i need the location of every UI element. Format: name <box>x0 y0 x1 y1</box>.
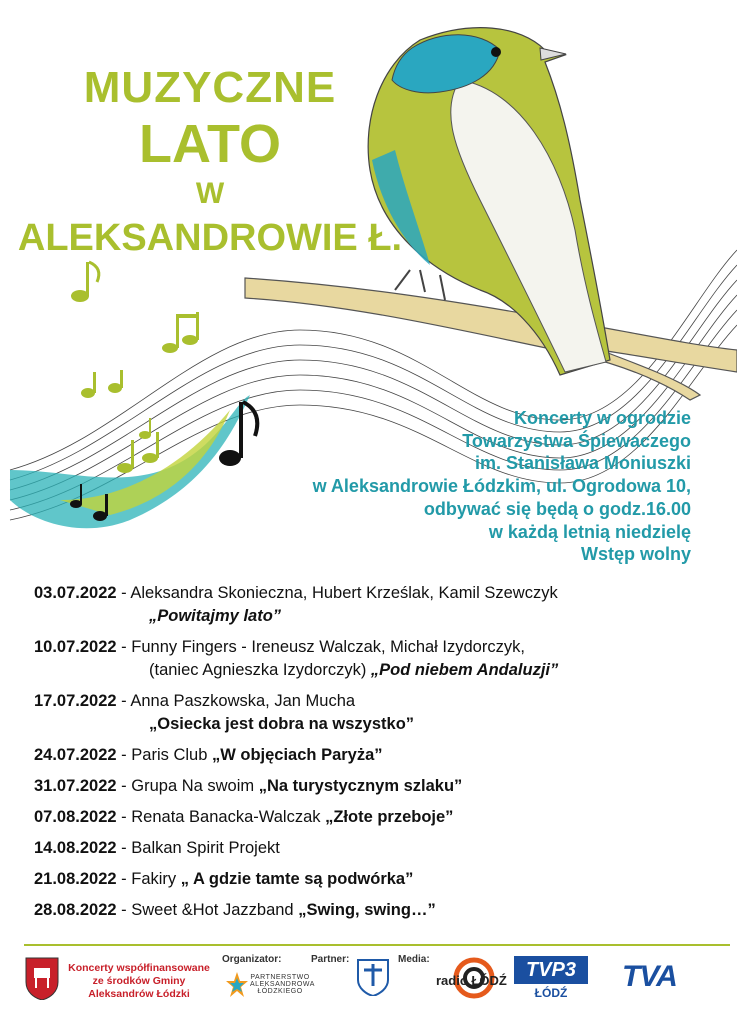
schedule-separator: - <box>116 808 132 826</box>
schedule-separator: - <box>116 777 132 795</box>
schedule-title: „Złote przeboje” <box>325 808 454 826</box>
schedule-item <box>34 584 724 626</box>
venue-line: w każdą letnią niedzielę <box>488 521 691 542</box>
schedule-performers: Funny Fingers - Ireneusz Walczak, Michał Izydorczyk, <box>131 638 525 656</box>
event-title <box>0 62 420 262</box>
schedule-date: 07.08.2022 <box>34 808 117 826</box>
schedule-performers: Paris Club <box>131 746 212 764</box>
title-line-4: ALEKSANDROWIE Ł. <box>17 217 403 259</box>
schedule-date: 10.07.2022 <box>34 638 117 656</box>
venue-line: Towarzystwa Śpiewaczego <box>462 430 691 451</box>
star-logo-icon <box>226 970 248 1000</box>
cofunding-text: Koncerty współfinansowane ze środków Gminy Aleksandrów Łódzki <box>68 962 210 1000</box>
schedule-date: 28.08.2022 <box>34 901 117 919</box>
sponsors-footer <box>0 952 737 1024</box>
venue-line: im. Stanisława Moniuszki <box>474 453 691 474</box>
schedule-title: „Powitajmy lato” <box>149 607 282 625</box>
schedule-title: „Na turystycznym szlaku” <box>258 777 463 795</box>
schedule-separator: - <box>116 870 132 888</box>
partner-crest-icon <box>356 956 390 996</box>
title-line-3: W <box>195 177 225 210</box>
venue-line: Wstęp wolny <box>580 544 691 565</box>
schedule-performers: Anna Paszkowska, Jan Mucha <box>130 692 356 710</box>
schedule-separator: - <box>116 839 132 857</box>
schedule-separator: - <box>116 584 131 602</box>
coat-of-arms-icon <box>24 956 60 1000</box>
schedule-separator: - <box>116 638 132 656</box>
concert-schedule <box>34 584 724 932</box>
schedule-item <box>34 870 724 889</box>
tvp3-logo: TVP3 <box>514 956 588 984</box>
title-line-1: MUZYCZNE <box>83 63 337 112</box>
schedule-performers: Aleksandra Skonieczna, Hubert Krześlak, Kamil Szewczyk <box>130 584 558 602</box>
schedule-date: 21.08.2022 <box>34 870 117 888</box>
radio-logo-text: radio ŁÓDŹ <box>436 973 507 988</box>
schedule-date: 14.08.2022 <box>34 839 117 857</box>
schedule-title: „Swing, swing…” <box>298 901 436 919</box>
schedule-title: „ A gdzie tamte są podwórka” <box>180 870 414 888</box>
tvp3-sub: ŁÓDŹ <box>534 986 568 1000</box>
schedule-title: „Osiecka jest dobra na wszystko” <box>149 715 415 733</box>
schedule-performers: Balkan Spirit Projekt <box>131 839 280 857</box>
schedule-title: „Pod niebem Andaluzji” <box>370 661 559 679</box>
schedule-performers-cont: (taniec Agnieszka Izydorczyk) <box>149 661 371 679</box>
tva-logo: TVA <box>622 960 677 993</box>
venue-info <box>271 407 691 566</box>
footer-divider <box>24 944 730 946</box>
partner-label: Partner: <box>311 954 350 965</box>
media-label: Media: <box>398 954 430 965</box>
schedule-date: 24.07.2022 <box>34 746 117 764</box>
schedule-performers: Renata Banacka-Walczak <box>131 808 326 826</box>
schedule-performers: Grupa Na swoim <box>131 777 259 795</box>
schedule-date: 31.07.2022 <box>34 777 117 795</box>
venue-line: odbywać się będą o godz.16.00 <box>423 498 691 519</box>
organizer-label: Organizator: <box>222 954 282 965</box>
title-line-2: LATO <box>139 114 281 174</box>
music-note-icon <box>71 262 199 473</box>
schedule-item <box>34 638 724 680</box>
schedule-item <box>34 901 724 920</box>
schedule-item <box>34 808 724 827</box>
schedule-item <box>34 746 724 765</box>
schedule-separator: - <box>116 901 132 919</box>
schedule-separator: - <box>116 746 132 764</box>
branch-icon <box>245 278 737 400</box>
schedule-item <box>34 777 724 796</box>
schedule-item <box>34 692 724 734</box>
venue-line: w Aleksandrowie Łódzkim, ul. Ogrodowa 10, <box>312 476 691 497</box>
schedule-title: „W objęciach Paryża” <box>211 746 383 764</box>
schedule-date: 17.07.2022 <box>34 692 117 710</box>
venue-line: Koncerty w ogrodzie <box>513 408 691 428</box>
schedule-item <box>34 839 724 858</box>
schedule-performers: Fakiry <box>131 870 181 888</box>
organizer-logo: PARTNERSTWO ALEKSANDROWA ŁÓDZKIEGO <box>250 974 315 995</box>
schedule-separator: - <box>116 692 131 710</box>
schedule-performers: Sweet &Hot Jazzband <box>131 901 299 919</box>
schedule-date: 03.07.2022 <box>34 584 117 602</box>
